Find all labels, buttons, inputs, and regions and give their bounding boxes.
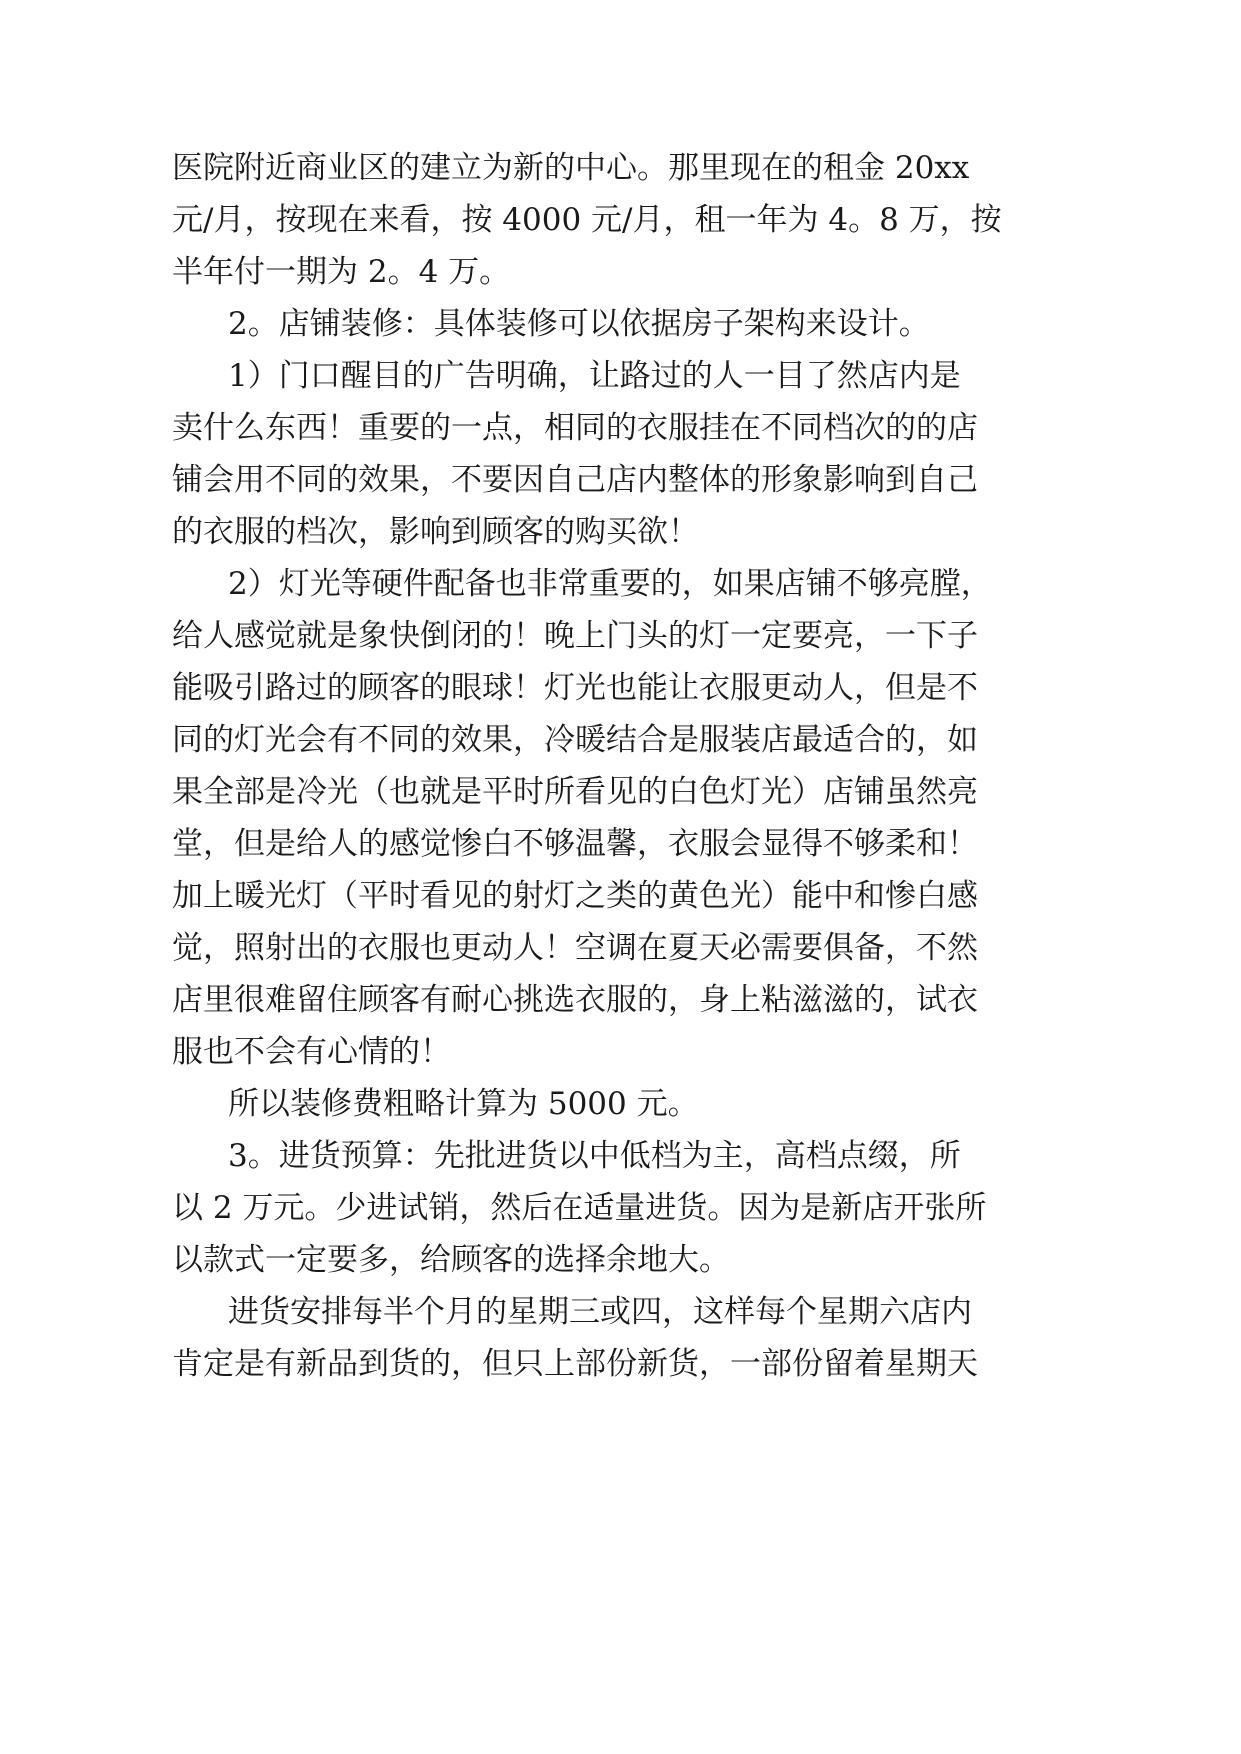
text-line: 以 2 万元。少进试销，然后在适量进货。因为是新店开张所	[172, 1190, 987, 1226]
text-line: 觉，照射出的衣服也更动人！空调在夏天必需要俱备，不然	[172, 930, 978, 966]
text-line: 进货安排每半个月的星期三或四，这样每个星期六店内	[228, 1294, 972, 1330]
text-line: 加上暖光灯（平时看见的射灯之类的黄色光）能中和惨白感	[172, 878, 978, 914]
text-line: 2）灯光等硬件配备也非常重要的，如果店铺不够亮膛，	[228, 566, 992, 602]
text-line: 店里很难留住顾客有耐心挑选衣服的，身上粘滋滋的，试衣	[172, 982, 978, 1018]
text-line: 3。进货预算：先批进货以中低档为主，高档点缀，所	[228, 1138, 961, 1174]
text-line: 元/月，按现在来看，按 4000 元/月，租一年为 4。8 万，按	[172, 202, 1002, 238]
text-line: 果全部是冷光（也就是平时所看见的白色灯光）店铺虽然亮	[172, 774, 978, 810]
text-line: 半年付一期为 2。4 万。	[172, 254, 511, 290]
text-line: 以款式一定要多，给顾客的选择余地大。	[172, 1242, 730, 1278]
text-line: 2。店铺装修：具体装修可以依据房子架构来设计。	[228, 306, 930, 342]
text-line: 所以装修费粗略计算为 5000 元。	[228, 1086, 699, 1122]
text-line: 堂，但是给人的感觉惨白不够温馨，衣服会显得不够柔和！	[172, 826, 978, 862]
text-line: 同的灯光会有不同的效果，冷暖结合是服装店最适合的，如	[172, 722, 978, 758]
text-line: 给人感觉就是象快倒闭的！晚上门头的灯一定要亮，一下子	[172, 618, 978, 654]
text-line: 服也不会有心情的！	[172, 1034, 451, 1070]
text-line: 的衣服的档次，影响到顾客的购买欲！	[172, 514, 699, 550]
text-line: 卖什么东西！重要的一点，相同的衣服挂在不同档次的的店	[172, 410, 978, 446]
text-line: 能吸引路过的顾客的眼球！灯光也能让衣服更动人，但是不	[172, 670, 978, 706]
text-line: 肯定是有新品到货的，但只上部份新货，一部份留着星期天	[172, 1346, 978, 1382]
text-line: 医院附近商业区的建立为新的中心。那里现在的租金 20xx	[172, 150, 970, 186]
text-line: 1）门口醒目的广告明确，让路过的人一目了然店内是	[228, 358, 961, 394]
text-line: 铺会用不同的效果，不要因自己店内整体的形象影响到自己	[172, 462, 978, 498]
